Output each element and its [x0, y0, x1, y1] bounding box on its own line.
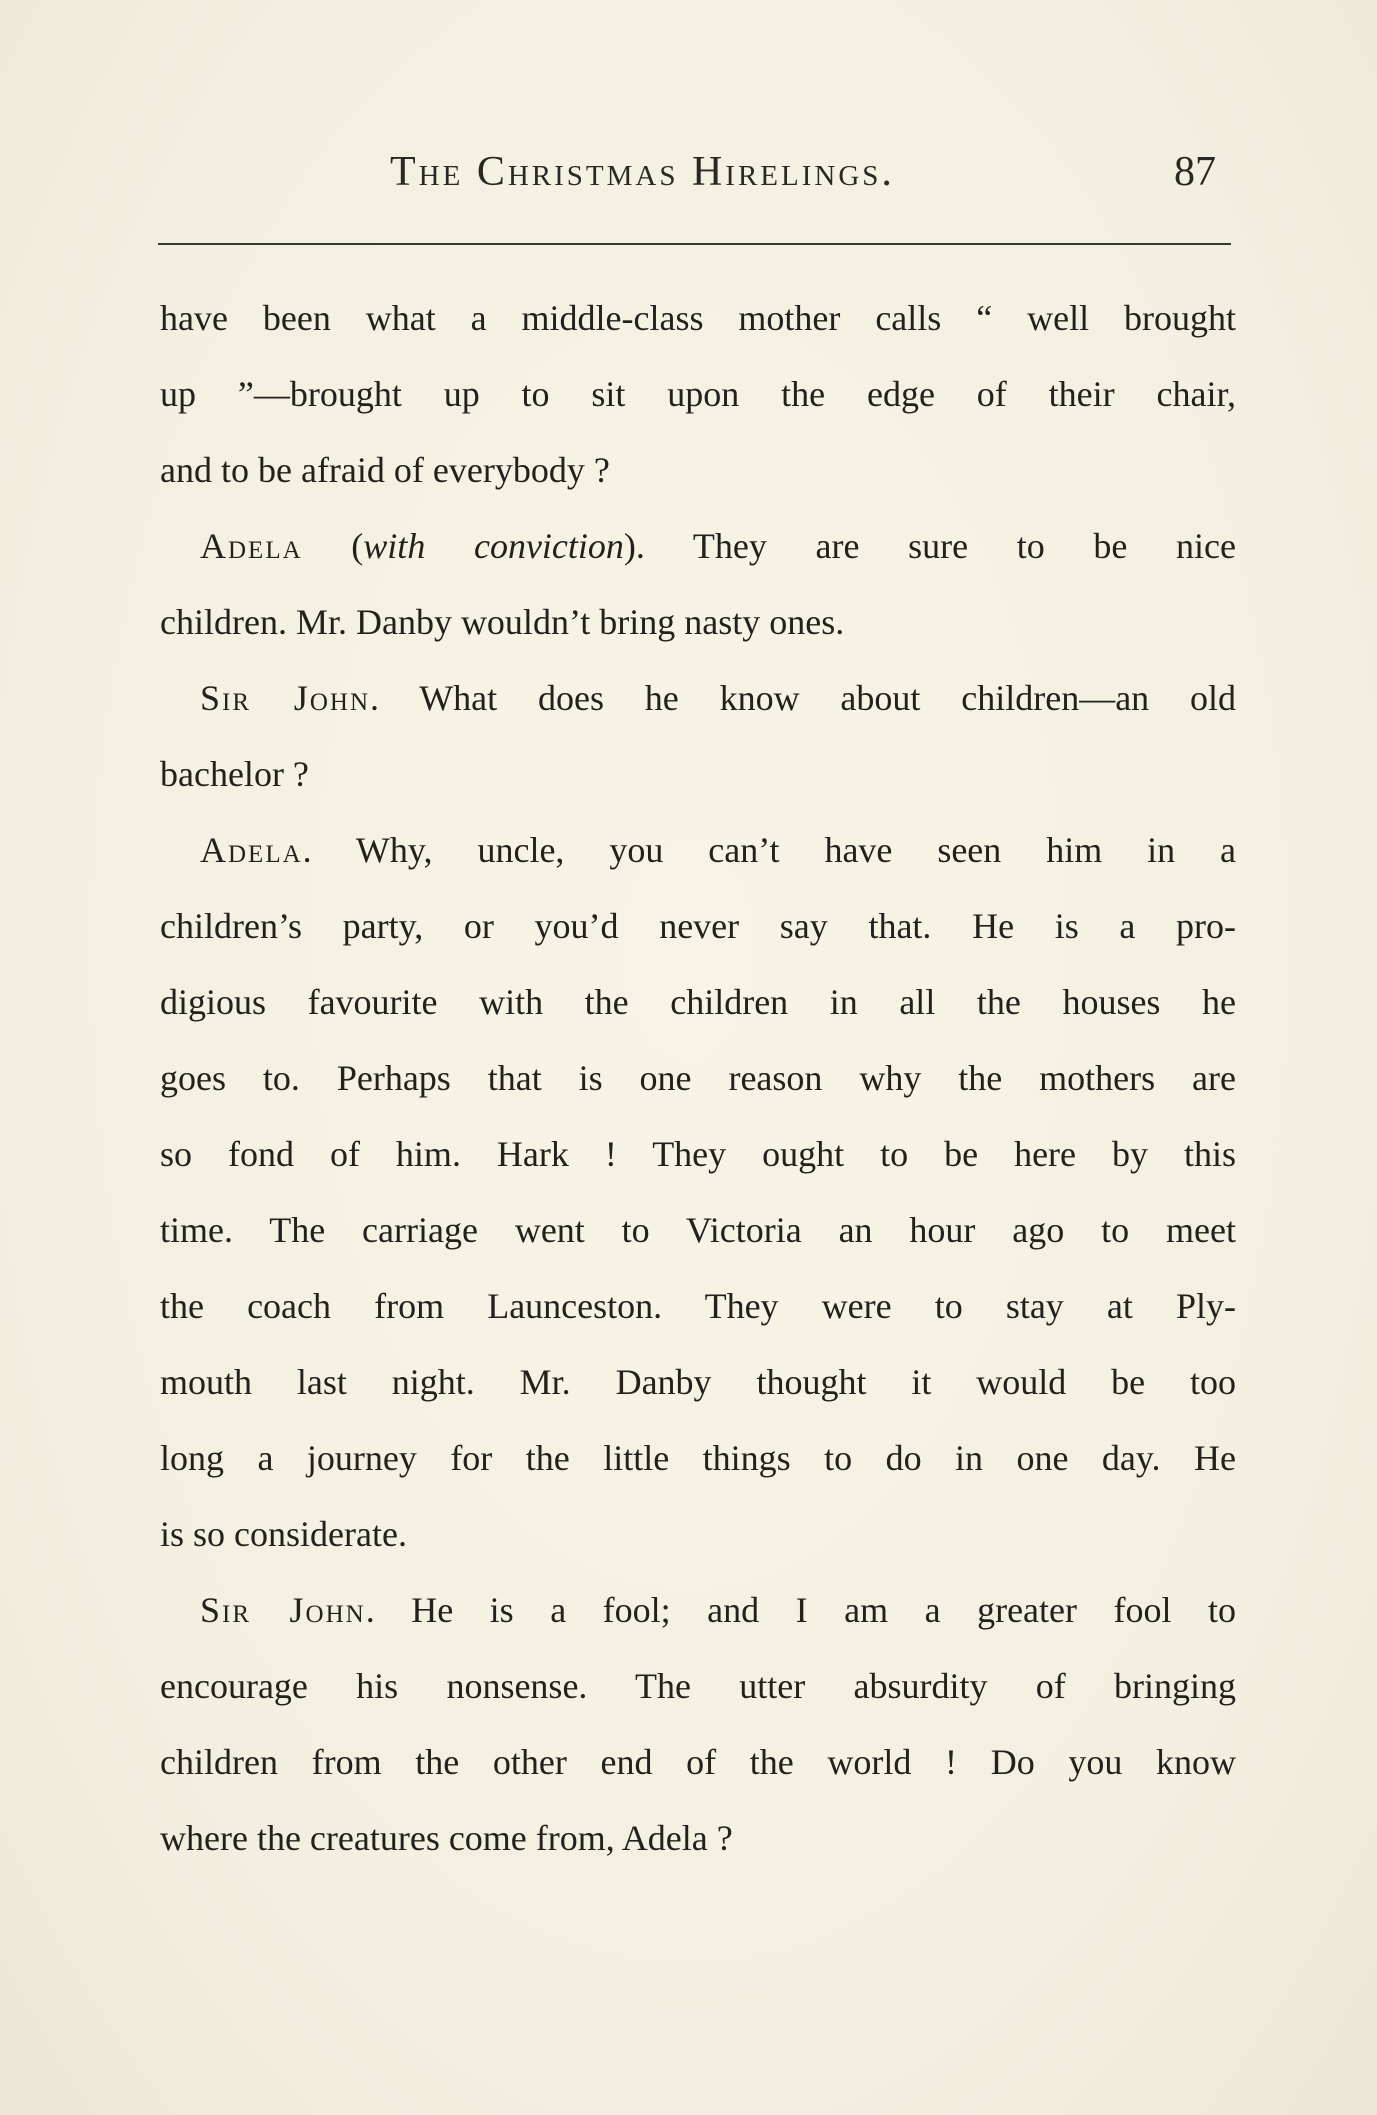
text-line	[160, 1116, 1236, 1192]
text-line	[160, 1040, 1236, 1116]
page-number: 87	[1174, 149, 1216, 195]
line-text: mouth last night. Mr. Danby thought it would be too	[160, 1362, 1236, 1402]
text-line	[160, 1420, 1236, 1496]
line-text: . Why, uncle, you can’t have seen him in a	[302, 830, 1236, 870]
text-line	[160, 584, 1236, 660]
text-line	[160, 1724, 1236, 1800]
text-line	[160, 1496, 1236, 1572]
text-line	[160, 356, 1236, 432]
line-text: goes to. Perhaps that is one reason why the mothers are	[160, 1058, 1236, 1098]
line-text: time. The carriage went to Victoria an hour ago to meet	[160, 1210, 1236, 1250]
text-line	[160, 1648, 1236, 1724]
running-head	[158, 148, 1228, 208]
text-line	[160, 280, 1236, 356]
line-text: bachelor ?	[160, 754, 309, 794]
text-line	[160, 1572, 1236, 1648]
text-line	[160, 1800, 1236, 1876]
line-text: so fond of him. Hark ! They ought to be here by this	[160, 1134, 1236, 1174]
line-text: the coach from Launceston. They were to stay at Ply-	[160, 1286, 1236, 1326]
text-line	[160, 1192, 1236, 1268]
line-text: . What does he know about children—an old	[370, 678, 1236, 718]
line-text: They are sure to be nice	[644, 526, 1236, 566]
header-rule	[158, 243, 1231, 245]
running-title: The Christmas Hirelings.	[390, 149, 895, 195]
text-line	[160, 432, 1236, 508]
line-text: where the creatures come from, Adela ?	[160, 1818, 733, 1858]
line-text: and to be afraid of everybody ?	[160, 450, 610, 490]
line-text: children’s party, or you’d never say that. He is a pro-	[160, 906, 1236, 946]
line-text: digious favourite with the children in all the houses he	[160, 982, 1236, 1022]
text-line	[160, 812, 1236, 888]
speaker-name: Adela	[200, 830, 303, 870]
line-text: children. Mr. Danby wouldn’t bring nasty ones.	[160, 602, 845, 642]
text-line	[160, 508, 1236, 584]
text-body	[160, 280, 1236, 1876]
text-line	[160, 964, 1236, 1040]
speaker-name: Sir John	[200, 1590, 366, 1630]
line-text: is so considerate.	[160, 1514, 407, 1554]
text-line	[160, 736, 1236, 812]
speaker-name: Adela	[200, 526, 303, 566]
line-text: long a journey for the little things to do in one day. He	[160, 1438, 1236, 1478]
speaker-name: Sir John	[200, 678, 371, 718]
line-text: encourage his nonsense. The utter absurdity of bringing	[160, 1666, 1236, 1706]
line-text: have been what a middle-class mother calls “ well brought	[160, 298, 1236, 338]
text-line	[160, 1344, 1236, 1420]
line-text: . He is a fool; and I am a greater fool to	[365, 1590, 1236, 1630]
stage-direction: with conviction	[363, 526, 624, 566]
line-text: children from the other end of the world ! Do you know	[160, 1742, 1236, 1782]
line-text: up ”—brought up to sit upon the edge of their chair,	[160, 374, 1236, 414]
stage-direction-open: (	[302, 526, 364, 566]
text-line	[160, 888, 1236, 964]
text-line	[160, 660, 1236, 736]
text-line	[160, 1268, 1236, 1344]
stage-direction-close: ).	[623, 526, 645, 566]
